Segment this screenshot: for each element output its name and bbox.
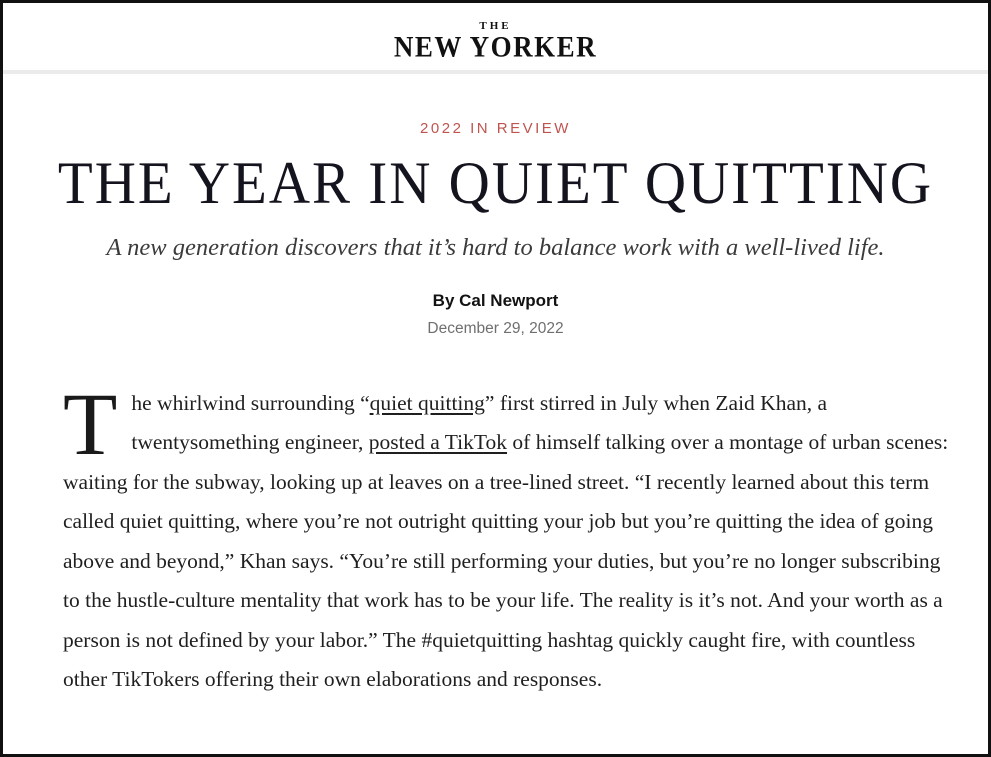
first-paragraph [63, 375, 958, 700]
article-subtitle: A new generation discovers that it’s hard to balance work with a well-lived life. [106, 233, 885, 261]
article-head [3, 74, 988, 338]
logo-wordmark: NEW YORKER [393, 30, 598, 64]
article-title: THE YEAR IN QUIET QUITTING [57, 150, 934, 217]
body-text-segment: ” first stirred in July when Zaid Khan, a twentysomething engineer, [131, 390, 828, 455]
article-body [63, 375, 958, 700]
author-byline[interactable]: By Cal Newport [432, 290, 559, 310]
new-yorker-logo[interactable] [393, 20, 598, 64]
site-header [3, 3, 988, 74]
drop-cap: T [63, 375, 118, 474]
quiet-quitting-link[interactable]: quiet quitting [369, 390, 485, 415]
posted-a-tiktok-link[interactable]: posted a TikTok [368, 430, 508, 455]
publication-date: December 29, 2022 [427, 319, 564, 337]
rubric-link-2022-in-review[interactable]: 2022 IN REVIEW [420, 120, 571, 137]
body-text-segment: he whirlwind surrounding “ [131, 390, 370, 415]
body-text-segment: of himself talking over a montage of urban scenes: waiting for the subway, looking up at leaves on a tree-lined street. “I recently learned about this term called quiet quitting, where you’re not outright quitting your job but you’re quitting the idea of going above and beyond,” Khan says. “You’re still performing your duties, but you’re no longer subscribing to the hustle-culture mentality that work has to be your life. The reality is it’s not. And your worth as a person is not defined by your labor.” The #quietquitting hashtag quickly caught fire, with countless other TikTokers offering their own elaborations and responses. [63, 430, 949, 692]
logo-the-text: THE [479, 20, 512, 32]
